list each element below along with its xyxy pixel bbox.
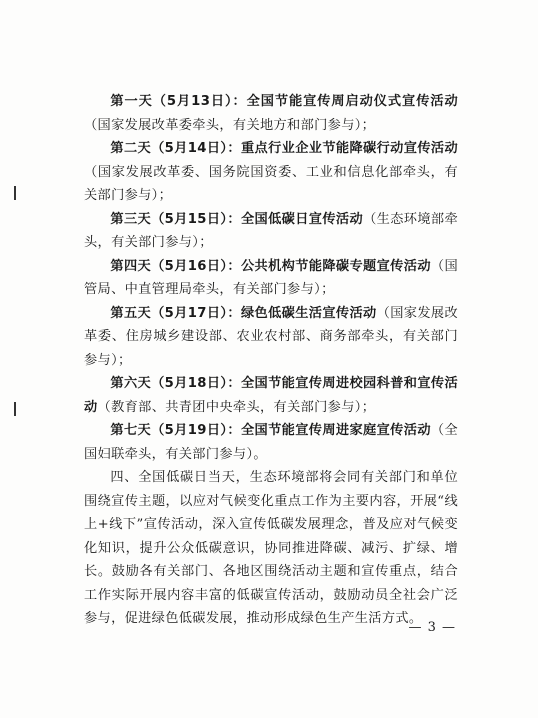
day-3-item [84, 208, 458, 255]
document-body [84, 90, 458, 631]
day-2-item [84, 137, 458, 208]
day-7-item [84, 419, 458, 466]
day-5-item [84, 302, 458, 373]
page-number: — 3 — [408, 620, 456, 635]
day-5-heading: 第五天（5月17日）：绿色低碳生活宣传活动 [110, 305, 377, 321]
binding-mark [14, 186, 16, 200]
day-6-organizers: （教育部、共青团中央牵头，有关部门参与）； [97, 399, 376, 415]
day-6-item [84, 372, 458, 419]
day-1-item [84, 90, 458, 137]
day-1-organizers: （国家发展改革委牵头，有关地方和部门参与）； [84, 117, 376, 133]
day-4-item [84, 255, 458, 302]
day-6-heading: 第六天（5月18日）：全国节能宣传周进校园科普和宣传活动 [84, 376, 458, 415]
day-2-organizers: （国家发展改革委、国务院国资委、工业和信息化部牵头，有关部门参与）； [84, 164, 458, 203]
section-4-paragraph: 四、全国低碳日当天，生态环境部将会同有关部门和单位围绕宣传主题，以应对气候变化重点工作为主要内容，开展“线上+线下”宣传活动，深入宣传低碳发展理念，普及应对气候变化知识，提升公众低碳意识，协同推进降碳、减污、扩绿、增长。鼓励各有关部门、各地区围绕活动主题和宣传重点，结合工作实际开展内容丰富的低碳宣传活动，鼓励动员全社会广泛参与，促进绿色低碳发展，推动形成绿色生产生活方式。 [84, 470, 458, 626]
day-2-heading: 第二天（5月14日）：重点行业企业节能降碳行动宣传活动 [110, 141, 458, 156]
day-5-organizers: （国家发展改革委、住房城乡建设部、农业农村部、商务部牵头，有关部门参与）； [84, 305, 458, 368]
day-3-heading: 第三天（5月15日）：全国低碳日宣传活动 [110, 211, 364, 227]
binding-mark [14, 402, 16, 416]
day-7-organizers: （全国妇联牵头，有关部门参与）。 [84, 423, 458, 462]
day-4-organizers: （国管局、中直管理局牵头，有关部门参与）； [84, 258, 458, 297]
day-4-heading: 第四天（5月16日）：公共机构节能降碳专题宣传活动 [110, 258, 431, 274]
day-1-heading: 第一天（5月13日）：全国节能宣传周启动仪式宣传活动 [110, 94, 458, 109]
day-3-organizers: （生态环境部牵头，有关部门参与）； [84, 211, 458, 250]
day-7-heading: 第七天（5月19日）：全国节能宣传周进家庭宣传活动 [110, 423, 431, 438]
